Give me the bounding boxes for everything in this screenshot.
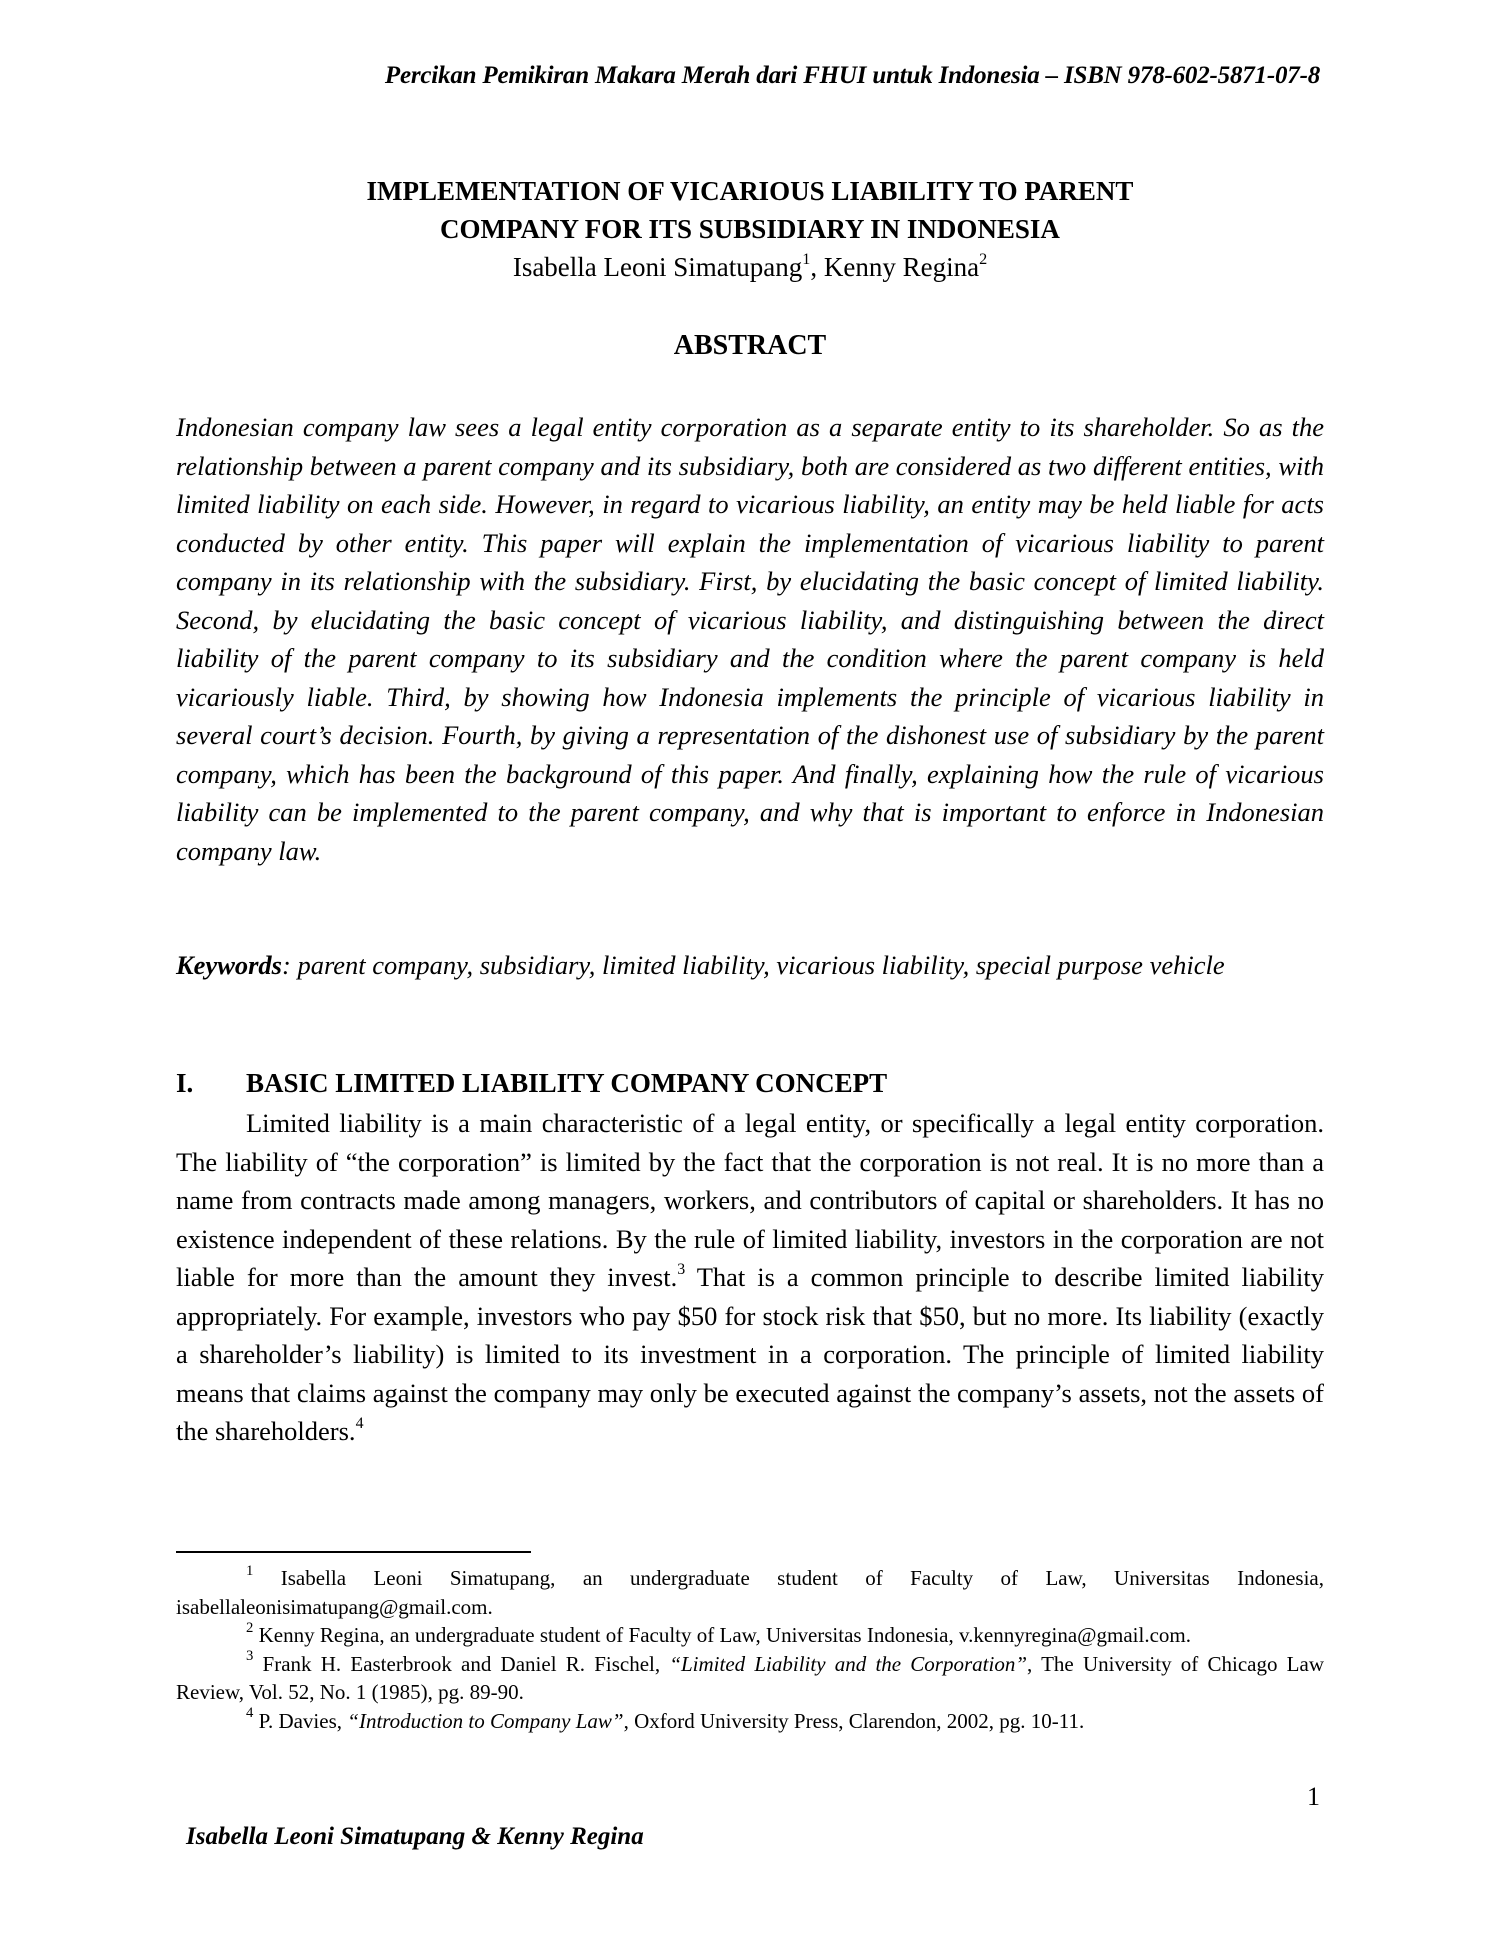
- footnote-4: [176, 1707, 1324, 1736]
- title-block: [176, 172, 1324, 286]
- footnote-3: [176, 1650, 1324, 1707]
- paper-title-line-2: COMPANY FOR ITS SUBSIDIARY IN INDONESIA: [440, 214, 1060, 244]
- author-list: [176, 248, 1324, 286]
- footnote-text: Frank H. Easterbrook and Daniel R. Fischel,: [253, 1651, 670, 1676]
- keywords-label: Keywords: [176, 950, 282, 980]
- footnote-text: Isabella Leoni Simatupang, an undergraduate student of Faculty of Law, Universitas Indonesia, isabellaleonisimatupang@gmail.com.: [176, 1566, 1324, 1619]
- author-name: Isabella Leoni Simatupang: [512, 252, 803, 282]
- footnote-mark: 2: [246, 1619, 254, 1636]
- footnote-ref[interactable]: 1: [802, 249, 811, 268]
- footnote-text: Kenny Regina, an undergraduate student of Faculty of Law, Universitas Indonesia, v.kennyregina@gmail.com.: [253, 1623, 1191, 1647]
- running-footer: Isabella Leoni Simatupang & Kenny Regina: [186, 1823, 644, 1850]
- footnote-text: P. Davies,: [253, 1708, 348, 1733]
- footnote-ref[interactable]: 2: [979, 249, 988, 268]
- footnote-ref[interactable]: 3: [677, 1260, 686, 1278]
- cited-work-title: “Introduction to Company Law”: [347, 1708, 624, 1733]
- footnote-mark: 3: [246, 1648, 254, 1665]
- paper-title-line-1: IMPLEMENTATION OF VICARIOUS LIABILITY TO PARENT: [366, 176, 1134, 206]
- keywords: [176, 946, 1324, 985]
- abstract-text: Indonesian company law sees a legal entity corporation as a separate entity to its shareholder. So as the relationship between a parent company and its subsidiary, both are considered as two different entities, with limited liability on each side. However, in regard to vicarious liability, an entity may be held liable for acts conducted by other entity. This paper will explain the implementation of vicarious liability to parent company in its relationship with the subsidiary. First, by elucidating the basic concept of limited liability. Second, by elucidating the basic concept of vicarious liability, and distinguishing between the direct liability of the parent company to its subsidiary and the condition where the parent company is held vicariously liable. Third, by showing how Indonesia implements the principle of vicarious liability in several court’s decision. Fourth, by giving a representation of the dishonest use of subsidiary by the parent company, which has been the background of this paper. And finally, explaining how the rule of vicarious liability can be implemented to the parent company, and why that is important to enforce in Indonesian company law.: [176, 412, 1324, 866]
- footnote-divider: [176, 1551, 531, 1553]
- section-paragraph: [176, 1104, 1324, 1451]
- section-title: BASIC LIMITED LIABILITY COMPANY CONCEPT: [246, 1068, 888, 1098]
- footnotes: [176, 1564, 1324, 1735]
- page-number: 1: [1307, 1782, 1320, 1811]
- footnote-mark: 1: [246, 1562, 254, 1579]
- footnote-mark: 4: [246, 1705, 254, 1722]
- footnote-text: , Oxford University Press, Clarendon, 2002, pg. 10-11.: [623, 1708, 1085, 1733]
- abstract-heading: ABSTRACT: [673, 330, 827, 361]
- author-name: Kenny Regina: [823, 252, 980, 282]
- running-header: Percikan Pemikiran Makara Merah dari FHUI untuk Indonesia – ISBN 978-602-5871-07-8: [384, 62, 1320, 89]
- footnote-ref[interactable]: 4: [355, 1414, 364, 1432]
- keywords-list: parent company, subsidiary, limited liability, vicarious liability, special purpose vehicle: [297, 950, 1225, 980]
- cited-work-title: “Limited Liability and the Corporation”: [669, 1651, 1028, 1676]
- paragraph-text: That is a common principle to describe limited liability appropriately. For example, investors who pay $50 for stock risk that $50, but no more. Its liability (exactly a shareholder’s liability) is limited to its investment in a corporation. The principle of limited liability means that claims against the company may only be executed against the company’s assets, not the assets of the shareholders.: [176, 1262, 1324, 1446]
- keywords-separator: :: [282, 950, 298, 980]
- footnote-text: , The University of Chicago Law Review, Vol. 52, No. 1 (1985), pg. 89-90.: [176, 1651, 1324, 1704]
- footnote-2: [176, 1621, 1324, 1650]
- section-heading: [176, 1064, 1324, 1102]
- section-number: I.: [176, 1068, 194, 1098]
- footnote-1: [176, 1564, 1324, 1621]
- author-separator: ,: [810, 252, 824, 282]
- paragraph-text: Limited liability is a main characteristic of a legal entity, or specifically a legal entity corporation. The liability of “the corporation” is limited by the fact that the corporation is not real. It is no more than a name from contracts made among managers, workers, and contributors of capital or shareholders. It has no existence independent of these relations. By the rule of limited liability, investors in the corporation are not liable for more than the amount they invest.: [176, 1108, 1324, 1292]
